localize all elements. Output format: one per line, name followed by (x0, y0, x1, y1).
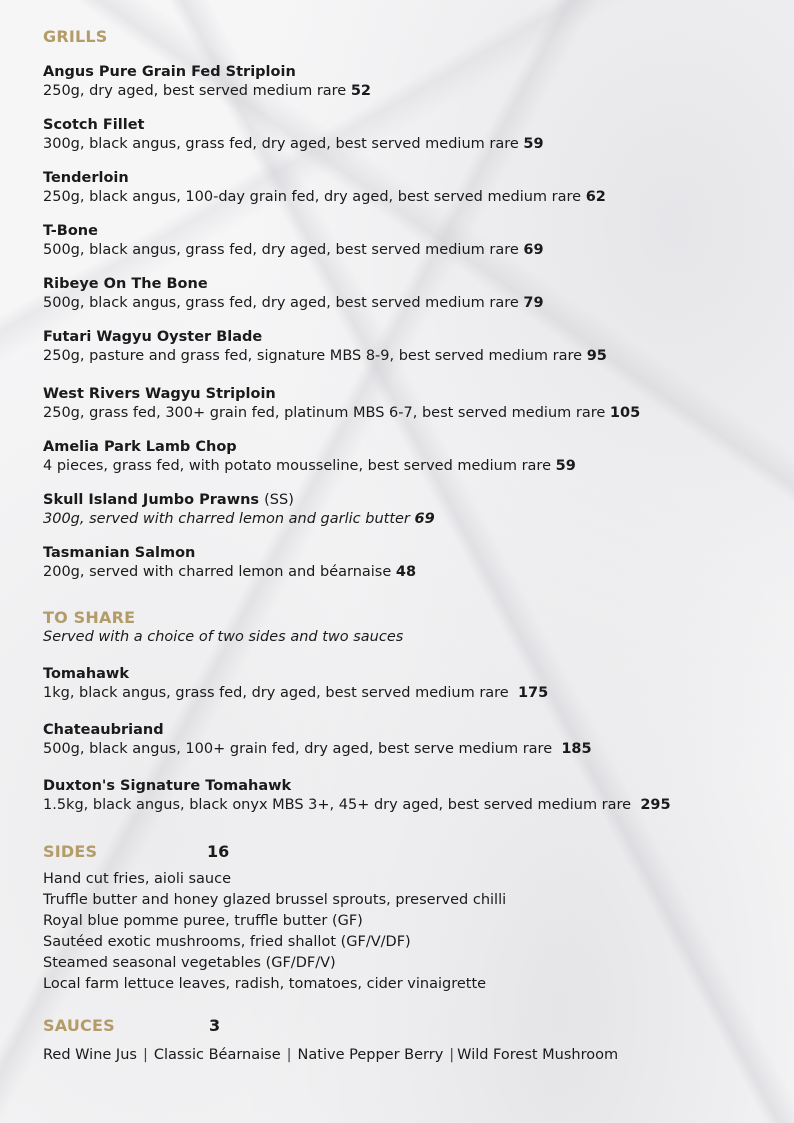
grills-section (43, 27, 763, 582)
sides-list (43, 869, 763, 995)
item-desc: 200g, served with charred lemon and béarnaise (43, 564, 392, 580)
separator: | (449, 1047, 455, 1063)
menu-item-wagyu-striploin (43, 385, 763, 423)
list-item: Steamed seasonal vegetables (GF/DF/V) (43, 955, 336, 971)
item-price: 48 (395, 564, 417, 580)
item-price: 62 (585, 189, 606, 205)
sauces-title: SAUCES (43, 1016, 115, 1035)
menu-page (43, 27, 763, 1065)
sides-section (43, 842, 763, 995)
grills-title: GRILLS (43, 27, 108, 46)
list-item: Royal blue pomme puree, truffle butter (GF) (43, 913, 363, 929)
sauce-item: Classic Béarnaise (153, 1047, 281, 1063)
item-desc: 250g, grass fed, 300+ grain fed, platinum MBS 6-7, best served medium rare (43, 405, 606, 421)
item-name: West Rivers Wagyu Striploin (43, 386, 276, 402)
list-item: Local farm lettuce leaves, radish, tomatoes, cider vinaigrette (43, 976, 487, 992)
item-price: 79 (523, 295, 544, 311)
sauces-price: 3 (209, 1016, 221, 1035)
to-share-subtitle: Served with a choice of two sides and two sauces (43, 629, 404, 645)
menu-item-scotch-fillet (43, 116, 763, 154)
menu-item-signature-tomahawk (43, 777, 763, 815)
item-price: 52 (350, 83, 372, 99)
item-desc: 300g, served with charred lemon and garlic butter (43, 511, 410, 527)
sauce-item: Red Wine Jus (43, 1047, 137, 1063)
separator: | (286, 1047, 292, 1063)
list-item: Truffle butter and honey glazed brussel sprouts, preserved chilli (43, 892, 507, 908)
sides-price: 16 (207, 842, 230, 861)
to-share-title: TO SHARE (43, 608, 136, 627)
item-name: Ribeye On The Bone (43, 276, 208, 292)
item-price: 105 (609, 405, 641, 421)
sides-title: SIDES (43, 842, 98, 861)
item-name: Duxton's Signature Tomahawk (43, 778, 292, 794)
item-desc: 500g, black angus, 100+ grain fed, dry aged, best serve medium rare (43, 741, 553, 757)
sauces-section (43, 1016, 763, 1065)
menu-item-salmon (43, 544, 763, 582)
item-price: 185 (561, 741, 592, 757)
list-item: Hand cut fries, aioli sauce (43, 871, 232, 887)
item-name: Tasmanian Salmon (43, 545, 196, 561)
item-desc: 500g, black angus, grass fed, dry aged, best served medium rare (43, 242, 519, 258)
item-price: 95 (586, 348, 607, 364)
item-name: Tenderloin (43, 170, 129, 186)
item-desc: 1kg, black angus, grass fed, dry aged, best served medium rare (43, 685, 509, 701)
item-desc: 1.5kg, black angus, black onyx MBS 3+, 45+ dry aged, best served medium rare (43, 797, 632, 813)
item-price: 295 (640, 797, 671, 813)
menu-item-jumbo-prawns (43, 491, 763, 529)
item-desc: 300g, black angus, grass fed, dry aged, best served medium rare (43, 136, 519, 152)
to-share-section (43, 608, 763, 815)
item-tag: (SS) (264, 492, 294, 508)
menu-item-oyster-blade (43, 328, 763, 366)
item-name: Amelia Park Lamb Chop (43, 439, 237, 455)
list-item: Sautéed exotic mushrooms, fried shallot (GF/V/DF) (43, 934, 411, 950)
menu-item-angus-striploin (43, 63, 763, 101)
menu-item-tomahawk (43, 665, 763, 703)
item-desc: 250g, dry aged, best served medium rare (43, 83, 347, 99)
sauce-item: Wild Forest Mushroom (457, 1047, 619, 1063)
item-name: Scotch Fillet (43, 117, 145, 133)
item-desc: 250g, black angus, 100-day grain fed, dry aged, best served medium rare (43, 189, 582, 205)
item-desc: 4 pieces, grass fed, with potato mousseline, best served medium rare (43, 458, 551, 474)
item-price: 59 (555, 458, 576, 474)
item-name: Tomahawk (43, 666, 129, 682)
menu-item-lamb-chop (43, 438, 763, 476)
menu-item-ribeye (43, 275, 763, 313)
item-price: 69 (523, 242, 544, 258)
item-name: T-Bone (43, 223, 98, 239)
item-name: Chateaubriand (43, 722, 164, 738)
item-desc: 250g, pasture and grass fed, signature MBS 8-9, best served medium rare (43, 348, 583, 364)
item-price: 69 (414, 511, 435, 527)
menu-item-tenderloin (43, 169, 763, 207)
sauces-list (43, 1046, 763, 1065)
item-price: 59 (523, 136, 544, 152)
menu-item-t-bone (43, 222, 763, 260)
item-name: Skull Island Jumbo Prawns (43, 492, 260, 508)
menu-item-chateaubriand (43, 721, 763, 759)
item-desc: 500g, black angus, grass fed, dry aged, best served medium rare (43, 295, 519, 311)
sauce-item: Native Pepper Berry (297, 1047, 444, 1063)
item-name: Futari Wagyu Oyster Blade (43, 329, 263, 345)
item-price: 175 (517, 685, 549, 701)
separator: | (142, 1047, 148, 1063)
item-name: Angus Pure Grain Fed Striploin (43, 64, 296, 80)
